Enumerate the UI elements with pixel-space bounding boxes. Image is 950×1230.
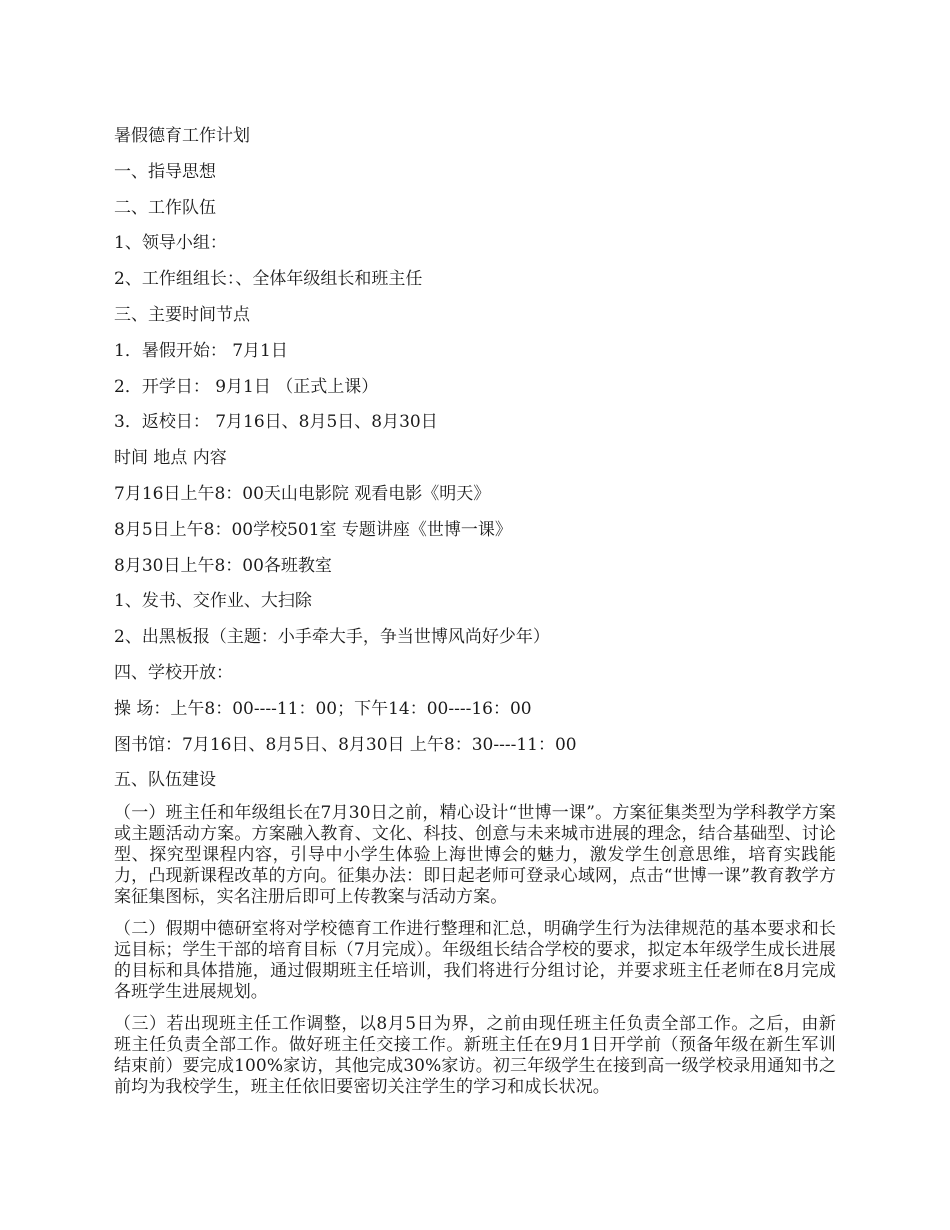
heading-work-team: 二、工作队伍 xyxy=(114,197,216,218)
task-item: 2、出黑板报（主题：小手牵大手，争当世博风尚好少年） xyxy=(114,627,550,648)
heading-school-open: 四、学校开放： xyxy=(114,662,233,683)
date-return-days: 3．返校日： 7月16日、8月5日、8月30日 xyxy=(114,412,438,433)
date-vacation-start: 1．暑假开始： 7月1日 xyxy=(114,340,288,361)
heading-guiding-thought: 一、指导思想 xyxy=(114,161,216,182)
paragraph-2: （二）假期中德研室将对学校德育工作进行整理和汇总，明确学生行为法律规范的基本要求和长远目标；学生干部的培育目标（7月完成）。年级组长结合学校的要求，拟定本年级学生成长进展的目标和具体措施，通过假期班主任培训，我们将进行分组讨论，并要求班主任老师在8月完成各班学生进展规划。 xyxy=(114,919,836,1003)
paragraph-1: （一）班主任和年级组长在7月30日之前，精心设计“世博一课”。方案征集类型为学科教学方案或主题活动方案。方案融入教育、文化、科技、创意与未来城市进展的理念，结合基础型、讨论型、探究型课程内容，引导中小学生体验上海世博会的魅力，激发学生创意思维，培育实践能力，凸现新课程改革的方向。征集办法：即日起老师可登录心域网，点击“世博一课”教育教学方案征集图标，实名注册后即可上传教案与活动方案。 xyxy=(114,803,836,908)
document-page xyxy=(114,124,836,1109)
date-school-start: 2．开学日： 9月1日 （正式上课） xyxy=(114,376,379,397)
schedule-row: 7月16日上午8：00天山电影院 观看电影《明天》 xyxy=(114,483,491,504)
working-group-leader: 2、工作组组长：、全体年级组长和班主任 xyxy=(114,269,423,290)
task-item: 1、发书、交作业、大扫除 xyxy=(114,591,312,612)
schedule-row: 8月30日上午8：00各班教室 xyxy=(114,555,332,576)
paragraph-3: （三）若出现班主任工作调整，以8月5日为界，之前由现任班主任负责全部工作。之后，由新班主任负责全部工作。做好班主任交接工作。新班主任在9月1日开学前（预备年级在新生军训结束前）要完成100%家访，其他完成30%家访。初三年级学生在接到高一级学校录用通知书之前均为我校学生，班主任依旧要密切关注学生的学习和成长状况。 xyxy=(114,1014,836,1098)
leadership-group: 1、领导小组： xyxy=(114,233,227,254)
document-title: 暑假德育工作计划 xyxy=(114,126,250,146)
library-hours: 图书馆：7月16日、8月5日、8月30日 上午8：30----11：00 xyxy=(114,734,577,755)
playground-hours: 操 场：上午8：00----11：00；下午14：00----16：00 xyxy=(114,698,532,719)
schedule-header: 时间 地点 内容 xyxy=(114,448,227,469)
heading-team-building: 五、队伍建设 xyxy=(114,770,216,791)
schedule-row: 8月5日上午8：00学校501室 专题讲座《世博一课》 xyxy=(114,519,512,540)
heading-key-dates: 三、主要时间节点 xyxy=(114,304,250,325)
